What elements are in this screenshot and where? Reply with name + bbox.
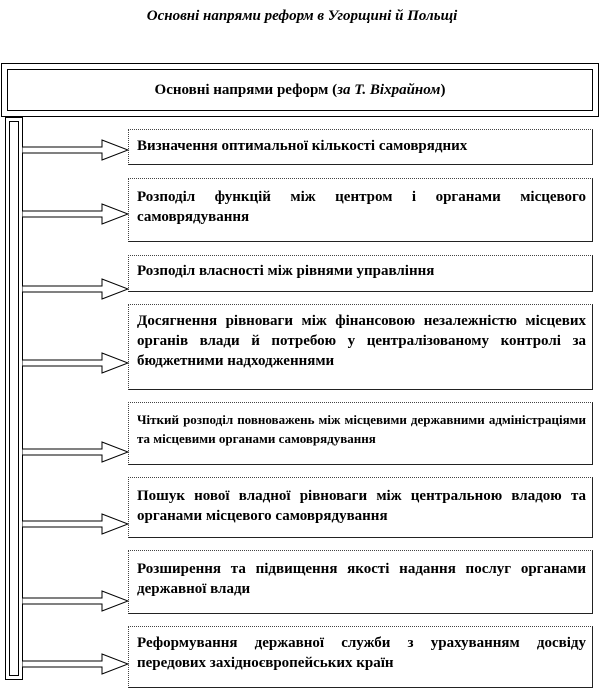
reform-item-4: Досягнення рівноваги між фінансовою незалежністю місцевих органів влади й потребою у централізованому контролі за бюджетними надходженнями	[128, 304, 593, 390]
vertical-connector-bar	[5, 117, 23, 680]
header-title-suffix: )	[440, 81, 446, 98]
arrow-8	[22, 653, 130, 675]
reform-item-5: Чіткий розподіл повноважень між місцевими державними адміністраціями та місцевими органами самоврядування	[128, 402, 593, 465]
reform-item-2: Розподіл функцій між центром і органами місцевого самоврядування	[128, 178, 593, 242]
header-author: за Т. Віхрайном	[337, 81, 441, 98]
header-title-prefix: Основні напрями реформ (	[154, 81, 338, 98]
arrow-5	[22, 441, 130, 463]
reform-item-6: Пошук нової владної рівноваги між центральною владою та органами місцевого самоврядування	[128, 477, 593, 538]
arrow-7	[22, 590, 130, 612]
header-box	[1, 63, 599, 117]
arrow-2	[22, 203, 130, 225]
diagram-caption: Основні напрями реформ в Угорщині й Польщі	[146, 8, 458, 24]
arrow-3	[22, 278, 130, 300]
header-title	[7, 69, 593, 111]
reform-item-3: Розподіл власності між рівнями управління	[128, 255, 593, 292]
reform-item-1: Визначення оптимальної кількості самоврядних	[128, 129, 593, 165]
vertical-connector-bar-inner	[9, 121, 19, 676]
arrow-6	[22, 513, 130, 535]
arrow-4	[22, 352, 130, 374]
reform-item-7: Розширення та підвищення якості надання послуг органами державної влади	[128, 550, 593, 614]
reform-item-8: Реформування державної служби з урахуванням досвіду передових західноєвропейських країн	[128, 626, 593, 688]
arrow-1	[22, 139, 130, 161]
